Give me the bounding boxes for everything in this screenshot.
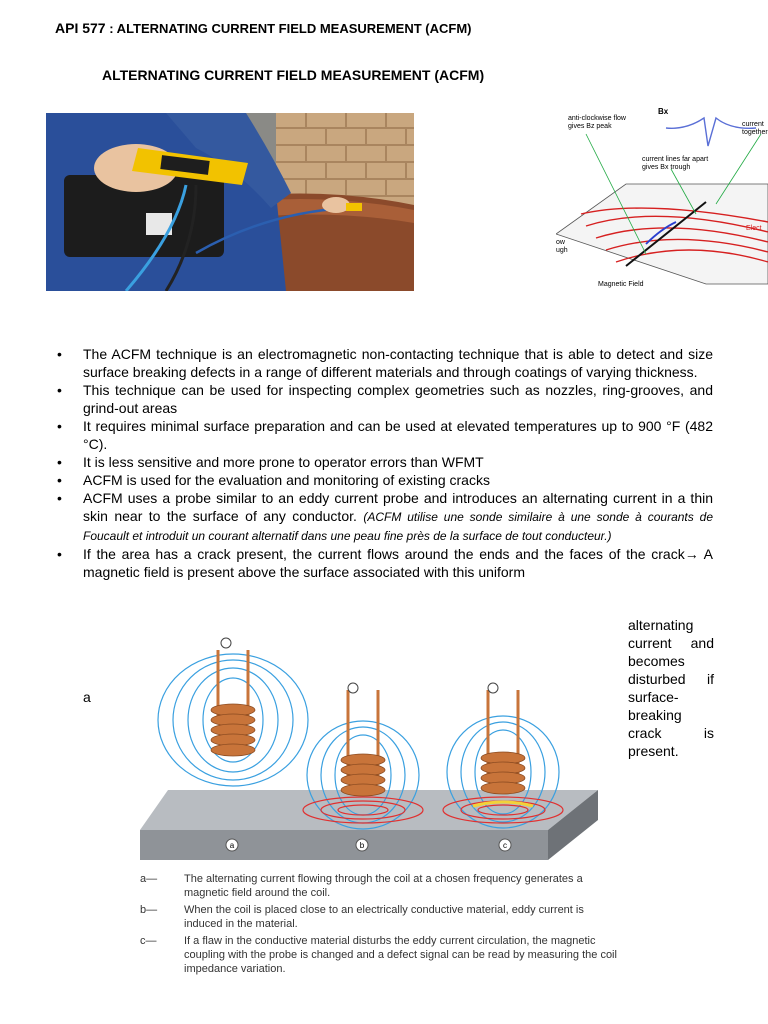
coil-label-a: a (229, 841, 235, 850)
figure-captions (140, 872, 620, 979)
acfm-field-diagram (556, 104, 768, 300)
bullet-dot-icon: • (57, 418, 62, 434)
wrap-line: becomes (628, 653, 685, 669)
wrapped-text-column (628, 616, 714, 760)
diagram-label-lines-apart-2: gives Bx trough (642, 164, 691, 171)
document-header (55, 20, 472, 36)
bullet-item: • This technique can be used for inspecting complex geometries such as nozzles, ring-grooves, and grind-out areas (57, 382, 713, 416)
bullet-list (57, 345, 713, 581)
header-colon: : (105, 21, 114, 36)
caption-item: a— The alternating current flowing through the coil at a chosen frequency generates a magnetic field around the coil. (140, 873, 583, 899)
diagram-label-left-2: ugh (556, 247, 568, 254)
acfm-inspection-photo (46, 113, 414, 291)
bullet-item: • ACFM is used for the evaluation and monitoring of existing cracks (57, 472, 490, 488)
bullet-dot-icon: • (57, 382, 62, 398)
french-translation: (ACFM utilise une sonde similaire à une sonde à courants de Foucault et introduit un courant alternatif dans une peau fine près de la surface de tout conducteur.) (83, 510, 713, 543)
bullet-item: • The ACFM technique is an electromagnetic non-contacting technique that is able to detect and size surface breaking defects in a range of different materials and through coatings of varying thickness. (57, 346, 713, 380)
wrap-line: current and (628, 635, 714, 651)
wrap-line: surface- (628, 689, 679, 705)
wrap-line: crack is (628, 725, 714, 741)
bullet-dot-icon: • (57, 346, 62, 362)
wrap-line: alternating (628, 617, 694, 633)
bullet-dot-icon: • (57, 472, 62, 488)
diagram-label-electric: Elect (746, 225, 762, 232)
coil-label-c: c (503, 841, 507, 850)
bullet-dot-icon: • (57, 454, 62, 470)
lone-word: a (83, 689, 91, 705)
bullet-dot-icon: • (57, 546, 62, 562)
diagram-label-bx: Bx (658, 107, 669, 116)
diagram-label-current-together-2: together (742, 129, 768, 136)
eddy-current-coil-figure (128, 630, 608, 865)
bullet-dot-icon: • (57, 490, 62, 506)
bullet-item: • If the area has a crack present, the current flows around the ends and the faces of the crack→ A magnetic field is present above the surface associated with this uniform (57, 546, 713, 580)
bullet-item: • ACFM uses a probe similar to an eddy current probe and introduces an alternating current in a thin skin near to the surface of any conductor. (ACFM utilise une sonde similaire à une sonde à courants de Foucault et introduit un courant alternatif dans une peau fine près de la surface de tout conducteur.) (57, 490, 713, 543)
diagram-label-anticlockwise-1: anti-clockwise flow (568, 115, 626, 122)
bullet-item: • It requires minimal surface preparation and can be used at elevated temperatures up to 900 °F (482 °C). (57, 418, 713, 452)
header-prefix: API 577 (55, 20, 106, 36)
diagram-label-magnetic-field: Magnetic Field (598, 281, 644, 288)
coil-a (158, 638, 308, 786)
wrap-line: present. (628, 743, 679, 759)
header-rest: ALTERNATING CURRENT FIELD MEASUREMENT (ACFM) (113, 21, 472, 36)
page-title: ALTERNATING CURRENT FIELD MEASUREMENT (ACFM) (102, 67, 485, 83)
diagram-label-lines-apart-1: current lines far apart (642, 156, 709, 163)
caption-item: c— If a flaw in the conductive material disturbs the eddy current circulation, the magnetic coupling with the probe is changed and a defect signal can be read by measuring the coil impedance variation. (140, 935, 617, 975)
caption-item: b— When the coil is placed close to an electrically conductive material, eddy current is induced in the material. (140, 904, 584, 930)
diagram-label-anticlockwise-2: gives Bz peak (568, 123, 612, 130)
wrap-line: disturbed if (628, 671, 714, 687)
diagram-label-current-together-1: current (742, 121, 764, 128)
wrap-line: breaking (628, 707, 682, 723)
coil-label-b: b (359, 841, 365, 850)
diagram-label-left-1: ow (556, 239, 565, 246)
bullet-item: • It is less sensitive and more prone to operator errors than WFMT (57, 454, 484, 470)
